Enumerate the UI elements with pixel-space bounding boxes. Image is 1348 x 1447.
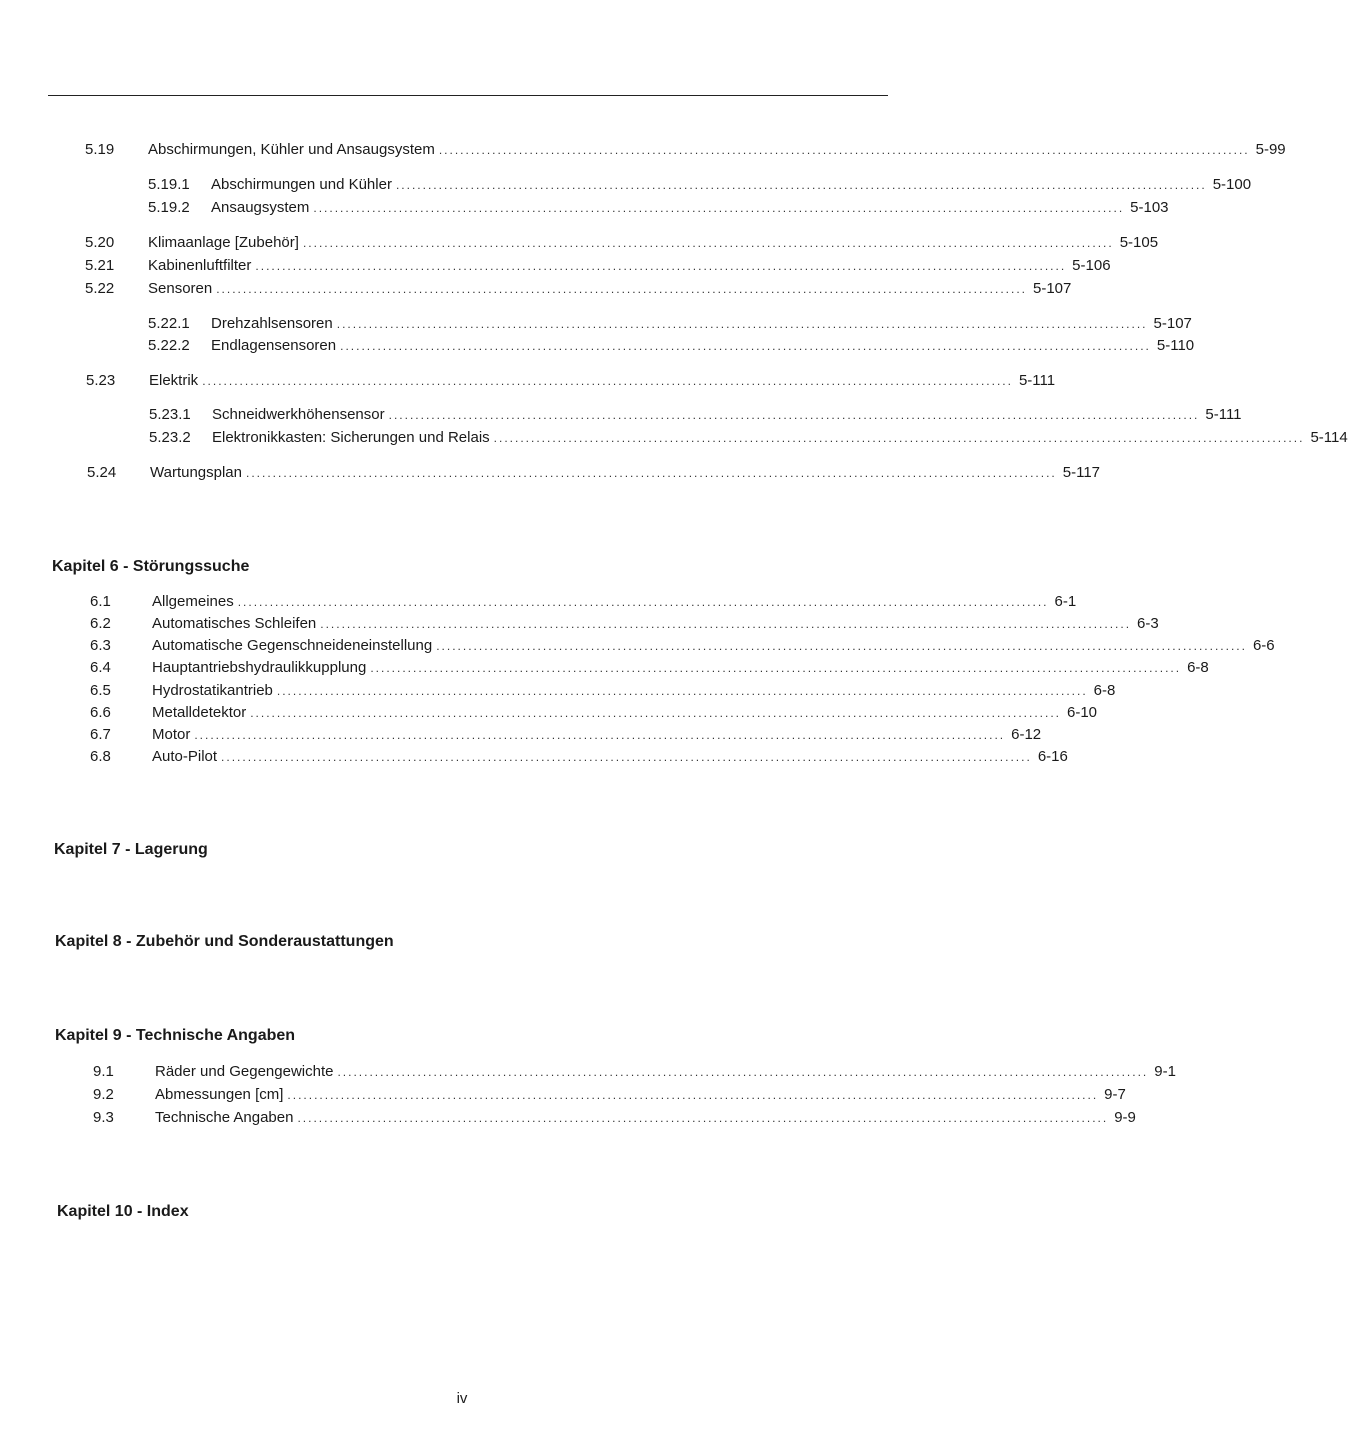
entry-number: 6.5	[90, 682, 111, 699]
toc-entry-6-5[interactable]	[90, 681, 1116, 701]
chapter-9-heading[interactable]: Kapitel 9 - Technische Angaben	[55, 1027, 296, 1044]
entry-number: 6.7	[90, 726, 111, 743]
toc-entry-5-23[interactable]	[86, 371, 1056, 391]
header-rule	[48, 95, 888, 96]
toc-entry-9-2[interactable]	[93, 1085, 1126, 1105]
entry-title: Hydrostatikantrieb	[152, 682, 273, 699]
leader-dots: ........................................................................................................................................................	[221, 750, 1032, 764]
toc-entry-6-3[interactable]	[90, 636, 1275, 656]
entry-page: 5-103	[1130, 199, 1169, 216]
entry-title: Motor	[152, 726, 191, 743]
entry-title: Abmessungen [cm]	[155, 1086, 284, 1103]
entry-page: 5-114	[1310, 429, 1348, 446]
entry-page: 5-107	[1153, 315, 1192, 332]
toc-entry-5-19[interactable]	[85, 140, 1286, 160]
entry-page: 5-117	[1062, 464, 1101, 481]
toc-entry-5-20[interactable]	[85, 233, 1159, 253]
entry-title: Endlagensensoren	[211, 337, 337, 354]
toc-entry-5-22-2[interactable]	[148, 336, 1195, 356]
entry-page: 5-105	[1119, 234, 1159, 251]
entry-number: 5.23.1	[149, 406, 191, 423]
entry-number: 5.22.2	[148, 337, 190, 354]
entry-page: 6-8	[1093, 682, 1116, 699]
entry-number: 5.23.2	[149, 429, 191, 446]
entry-page: 9-1	[1154, 1063, 1176, 1080]
entry-page: 9-9	[1114, 1109, 1136, 1126]
footer-page-number: iv	[456, 1390, 468, 1407]
entry-number: 5.19	[85, 141, 115, 158]
entry-number: 5.22	[85, 280, 115, 297]
entry-title: Elektronikkasten: Sicherungen und Relais	[212, 429, 490, 446]
leader-dots: ........................................................................................................................................................	[287, 1088, 1099, 1102]
entry-title: Technische Angaben	[155, 1109, 294, 1126]
leader-dots: ........................................................................................................................................................	[336, 317, 1148, 331]
entry-page: 6-16	[1037, 748, 1068, 765]
leader-dots: ........................................................................................................................................................	[216, 282, 1027, 296]
entry-number: 5.22.1	[148, 315, 190, 332]
entry-number: 5.23	[86, 372, 116, 389]
chapter-8-heading[interactable]: Kapitel 8 - Zubehör und Sonderaustattungen	[55, 933, 394, 950]
entry-title: Metalldetektor	[152, 704, 247, 721]
entry-title: Automatische Gegenschneideneinstellung	[152, 637, 433, 654]
toc-entry-6-1[interactable]	[90, 592, 1077, 612]
leader-dots: ........................................................................................................................................................	[297, 1111, 1109, 1125]
toc-entry-5-22-1[interactable]	[148, 314, 1192, 334]
toc-entry-6-6[interactable]	[90, 703, 1098, 723]
leader-dots: ........................................................................................................................................................	[340, 339, 1151, 353]
toc-entry-9-3[interactable]	[93, 1108, 1136, 1128]
entry-page: 5-100	[1212, 176, 1252, 193]
leader-dots: ........................................................................................................................................................	[388, 408, 1200, 422]
entry-title: Schneidwerkhöhensensor	[212, 406, 385, 423]
toc-entry-6-4[interactable]	[90, 658, 1209, 678]
chapter-7-heading[interactable]: Kapitel 7 - Lagerung	[54, 841, 208, 858]
entry-page: 5-99	[1255, 141, 1286, 158]
entry-title: Drehzahlsensoren	[211, 315, 333, 332]
entry-title: Elektrik	[149, 372, 199, 389]
entry-page: 5-110	[1156, 337, 1195, 354]
leader-dots: ........................................................................................................................................................	[194, 728, 1006, 742]
entry-number: 9.2	[93, 1086, 114, 1103]
entry-number: 6.8	[90, 748, 111, 765]
leader-dots: ........................................................................................................................................................	[237, 595, 1049, 609]
entry-page: 6-3	[1137, 615, 1159, 632]
entry-number: 6.1	[90, 593, 111, 610]
entry-page: 9-7	[1104, 1086, 1126, 1103]
entry-title: Räder und Gegengewichte	[155, 1063, 334, 1080]
toc-entry-9-1[interactable]	[93, 1062, 1176, 1082]
toc-entry-5-21[interactable]	[85, 256, 1111, 276]
entry-number: 9.3	[93, 1109, 114, 1126]
entry-number: 6.3	[90, 637, 111, 654]
entry-title: Sensoren	[148, 280, 213, 297]
chapter-10-heading[interactable]: Kapitel 10 - Index	[57, 1203, 189, 1220]
toc-entry-6-2[interactable]	[90, 614, 1159, 634]
entry-title: Wartungsplan	[150, 464, 242, 481]
leader-dots: ........................................................................................................................................................	[302, 236, 1114, 250]
leader-dots: ........................................................................................................................................................	[370, 661, 1182, 675]
entry-title: Abschirmungen und Kühler	[211, 176, 392, 193]
entry-number: 5.24	[87, 464, 117, 481]
toc-entry-5-23-2[interactable]	[149, 428, 1348, 448]
entry-title: Automatisches Schleifen	[152, 615, 317, 632]
entry-number: 5.20	[85, 234, 115, 251]
leader-dots: ........................................................................................................................................................	[250, 706, 1061, 720]
leader-dots: ........................................................................................................................................................	[255, 259, 1067, 273]
leader-dots: ........................................................................................................................................................	[438, 143, 1250, 157]
leader-dots: ........................................................................................................................................................	[436, 639, 1247, 653]
entry-page: 6-6	[1252, 637, 1275, 654]
toc-entry-5-19-2[interactable]	[148, 198, 1169, 218]
leader-dots: ........................................................................................................................................................	[246, 466, 1057, 480]
toc-entry-5-19-1[interactable]	[148, 175, 1252, 195]
entry-number: 5.21	[85, 257, 115, 274]
toc-entry-6-8[interactable]	[90, 747, 1068, 767]
entry-page: 5-107	[1032, 280, 1072, 297]
entry-title: Hauptantriebshydraulikkupplung	[152, 659, 367, 676]
entry-number: 6.2	[90, 615, 111, 632]
entry-title: Abschirmungen, Kühler und Ansaugsystem	[148, 141, 435, 158]
leader-dots: ........................................................................................................................................................	[276, 684, 1088, 698]
leader-dots: ........................................................................................................................................................	[395, 178, 1207, 192]
entry-page: 6-1	[1054, 593, 1077, 610]
leader-dots: ........................................................................................................................................................	[202, 374, 1013, 388]
entry-number: 5.19.1	[148, 176, 190, 193]
entry-page: 6-12	[1011, 726, 1042, 743]
toc-entry-6-7[interactable]	[90, 725, 1042, 745]
leader-dots: ........................................................................................................................................................	[313, 201, 1125, 215]
entry-number: 5.19.2	[148, 199, 190, 216]
entry-page: 5-106	[1072, 257, 1111, 274]
chapter-6-heading[interactable]: Kapitel 6 - Störungssuche	[52, 558, 250, 575]
entry-title: Auto-Pilot	[152, 748, 218, 765]
entry-number: 9.1	[93, 1063, 114, 1080]
entry-page: 5-111	[1205, 406, 1242, 423]
leader-dots: ........................................................................................................................................................	[493, 431, 1305, 445]
entry-title: Ansaugsystem	[211, 199, 310, 216]
entry-page: 5-111	[1018, 372, 1056, 389]
toc-entry-5-22[interactable]	[85, 279, 1072, 299]
toc-entry-5-23-1[interactable]	[149, 405, 1242, 425]
leader-dots: ........................................................................................................................................................	[337, 1065, 1149, 1079]
entry-number: 6.6	[90, 704, 111, 721]
entry-title: Allgemeines	[152, 593, 234, 610]
leader-dots: ........................................................................................................................................................	[320, 617, 1132, 631]
entry-title: Klimaanlage [Zubehör]	[148, 234, 299, 251]
entry-page: 6-8	[1187, 659, 1209, 676]
entry-number: 6.4	[90, 659, 111, 676]
entry-page: 6-10	[1066, 704, 1098, 721]
entry-title: Kabinenluftfilter	[148, 257, 252, 274]
toc-entry-5-24[interactable]	[87, 463, 1101, 483]
